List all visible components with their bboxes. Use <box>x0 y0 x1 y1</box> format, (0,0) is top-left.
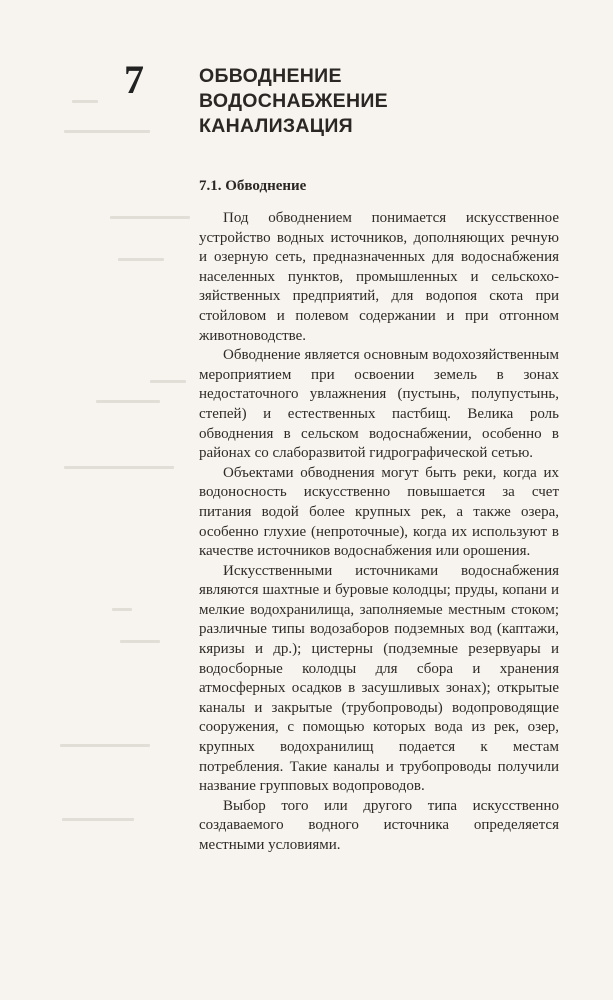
paragraph: Искусственными источниками водоснабжения являются шахтные и буровые колодцы; пруды, копани и мелкие водохранилища, заполняемые местным стоком; различные типы водозаборов подземных вод (каптажи, кяризы и др.); цистерны (подземные резервуары и водосборные колодцы для сбора и хранения атмосферных осадков в засушливых зонах); открытые каналы и закрытые (трубопроводы) водопроводящие сооружения, с помощью которых вода из рек, озер, крупных водохранилищ подается к местам потребления. Такие каналы и трубопроводы получили название групповых водопроводов. <box>199 562 559 795</box>
margin-bleed-mark <box>120 640 160 643</box>
margin-bleed-mark <box>110 216 190 219</box>
chapter-title-line: ОБВОДНЕНИЕ <box>199 65 342 87</box>
margin-bleed-mark <box>64 466 174 469</box>
body-text <box>199 209 559 856</box>
chapter-title-line: ВОДОСНАБЖЕНИЕ <box>199 90 388 112</box>
margin-bleed-mark <box>72 100 98 103</box>
chapter-number: 7 <box>124 57 144 102</box>
paragraph: Объектами обводнения могут быть реки, когда их водоносность искусственно повышается за счет питания водой более крупных рек, а также озера, особенно глухие (непроточные), когда их используют в качестве источников водоснабжения или орошения. <box>199 464 559 560</box>
margin-bleed-mark <box>60 744 150 747</box>
margin-bleed-mark <box>96 400 160 403</box>
chapter-title-line: КАНАЛИЗАЦИЯ <box>199 115 353 137</box>
section-title: 7.1. Обводнение <box>199 178 307 194</box>
paragraph: Обводнение является основным водохозяйственным мероприятием при освоении земель в зонах недостаточного увлажнения (пустынь, полупустынь, степей) и естественных пастбищ. Велика роль обводнения в сельском водоснабжении, особенно в районах со слаборазвитой гидрографической сетью. <box>199 347 559 462</box>
chapter-title <box>199 64 579 139</box>
paragraph: Выбор того или другого типа искусственно создаваемого водного источника определяется местными условиями. <box>199 797 559 853</box>
margin-bleed-mark <box>118 258 164 261</box>
margin-bleed-mark <box>64 130 150 133</box>
paragraph: Под обводнением понимается искусственное устройство водных источников, дополняющих речную и озерную сеть, предназначенных для водоснабжения населенных пунктов, промышленных и сельскохозяйственных предприятий, для водопоя скота при стойловом и полевом содержании и при отгонном животноводстве. <box>199 210 559 344</box>
margin-bleed-mark <box>62 818 134 821</box>
margin-bleed-mark <box>112 608 132 611</box>
margin-bleed-mark <box>150 380 186 383</box>
